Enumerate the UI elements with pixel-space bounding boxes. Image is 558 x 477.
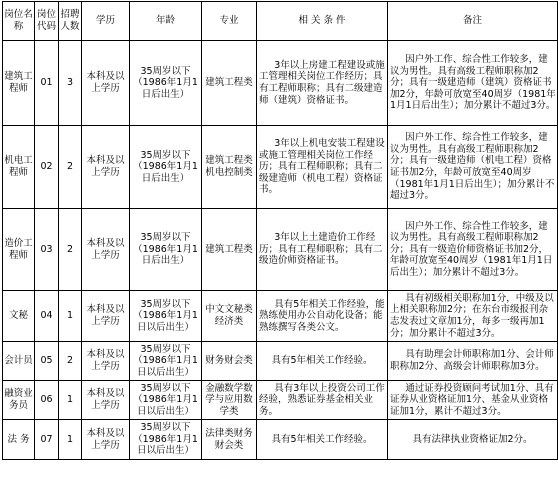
row-name: 法 务	[3, 420, 35, 460]
row-education: 本科及以上学历	[82, 291, 130, 342]
row-code: 03	[35, 209, 59, 291]
row-code: 05	[35, 342, 59, 381]
row-conditions: 3年以上机电安装工程建设或施工管理相关岗位工作经历；具有工程师职称；具有二级建造师（机电工程）资格证书。	[257, 126, 388, 209]
row-name: 文秘	[3, 291, 35, 342]
row-count: 1	[59, 381, 82, 420]
row-education: 本科及以上学历	[82, 209, 130, 291]
row-age: 35周岁以下（1986年1月1日后出生）	[130, 126, 202, 209]
row-conditions: 具有5年相关工作经验。	[257, 342, 388, 381]
table-row	[3, 291, 558, 342]
row-count: 3	[59, 41, 82, 126]
row-conditions: 具有3年以上投资公司工作经验，熟悉证券基金相关业务。	[257, 381, 388, 420]
row-major: 建筑工程类	[202, 209, 257, 291]
row-notes: 因户外工作、综合性工作较多，建议为男性。具有高级工程师职称加2分；具有一级造价师资格证书加2分，年龄可放宽至40周岁（1981年1月1日后出生）；加分累计不超过3分。	[388, 209, 558, 291]
row-age: 35周岁以下（1986年1月1日后出生）	[130, 209, 202, 291]
table-row	[3, 420, 558, 460]
header-major: 专业	[202, 2, 257, 41]
table-row	[3, 41, 558, 126]
table-row	[3, 381, 558, 420]
table-row	[3, 209, 558, 291]
row-major: 建筑工程类	[202, 41, 257, 126]
header-name: 岗位名称	[3, 2, 35, 41]
header-code: 岗位代码	[35, 2, 59, 41]
row-notes: 具有初级相关职称加1分，中级及以上相关职称加2分；在东台市级报刊杂志发表过文章加1分，每多一级再加1分；加分累计不超过3分。	[388, 291, 558, 342]
header-row	[3, 2, 558, 41]
row-major: 建筑工程类机电控制类	[202, 126, 257, 209]
header-notes: 备注	[388, 2, 558, 41]
row-count: 1	[59, 291, 82, 342]
row-conditions: 3年以上土建造价工作经历；具有工程师职称；具有二级造价师资格证书。	[257, 209, 388, 291]
row-code: 07	[35, 420, 59, 460]
row-notes: 因户外工作、综合性工作较多，建议为男性。具有高级工程师职称加2分；具有一级建造师（建筑）资格证书加2分，年龄可放宽至40周岁（1981年1月1日后出生）；加分累计不超过3分。	[388, 41, 558, 126]
row-name: 机电工程师	[3, 126, 35, 209]
row-age: 35周岁以下（1986年1月1日以后出生）	[130, 381, 202, 420]
row-major: 中文文秘类经济类	[202, 291, 257, 342]
header-education: 学历	[82, 2, 130, 41]
row-code: 01	[35, 41, 59, 126]
row-name: 会计员	[3, 342, 35, 381]
row-education: 本科及以上学历	[82, 342, 130, 381]
row-notes: 通过证券投资顾问考试加1分、具有证券从业资格证加1分、基金从业资格证加1分，累计不超过3分。	[388, 381, 558, 420]
row-notes: 因户外工作、综合性工作较多，建议为男性。具有高级工程师职称加2分；具有一级建造师（机电工程）资格证书加2分，年龄可放宽至40周岁（1981年1月1日后出生）；加分累计不超过3分。	[388, 126, 558, 209]
table-row	[3, 126, 558, 209]
row-notes: 具有助理会计师职称加1分、会计师职称加2分、高级会计师职称加3分。	[388, 342, 558, 381]
row-education: 本科及以上学历	[82, 381, 130, 420]
header-age: 年龄	[130, 2, 202, 41]
row-age: 35周岁以下（1986年1月1日以后出生）	[130, 291, 202, 342]
header-count: 招聘人数	[59, 2, 82, 41]
row-education: 本科及以上学历	[82, 41, 130, 126]
row-code: 02	[35, 126, 59, 209]
row-education: 本科及以上学历	[82, 126, 130, 209]
row-conditions: 3年以上房建工程建设或施工管理相关岗位工作经历；具有工程师职称；具有二级建造师（建筑）资格证书。	[257, 41, 388, 126]
row-code: 06	[35, 381, 59, 420]
row-name: 建筑工程师	[3, 41, 35, 126]
row-age: 35周岁以下（1986年1月1日以后出生）	[130, 420, 202, 460]
row-major: 财务财会类	[202, 342, 257, 381]
row-count: 2	[59, 126, 82, 209]
row-major: 金融数学数学与应用数学类	[202, 381, 257, 420]
row-major: 法律类财务财会类	[202, 420, 257, 460]
row-name: 造价工程师	[3, 209, 35, 291]
row-name: 融资业务员	[3, 381, 35, 420]
row-age: 35周岁以下（1986年1月1日以后出生）	[130, 342, 202, 381]
row-count: 2	[59, 209, 82, 291]
recruitment-table	[2, 1, 558, 460]
row-count: 2	[59, 342, 82, 381]
row-notes: 具有法律执业资格证加2分。	[388, 420, 558, 460]
row-age: 35周岁以下（1986年1月1日后出生）	[130, 41, 202, 126]
row-count: 1	[59, 420, 82, 460]
header-conditions: 相 关 条 件	[257, 2, 388, 41]
row-code: 04	[35, 291, 59, 342]
row-education: 本科及以上学历	[82, 420, 130, 460]
row-conditions: 具有5年相关工作经验。	[257, 420, 388, 460]
table-row	[3, 342, 558, 381]
row-conditions: 具有5年相关工作经验，能熟练使用办公自动化设备；能熟练撰写各类公文。	[257, 291, 388, 342]
